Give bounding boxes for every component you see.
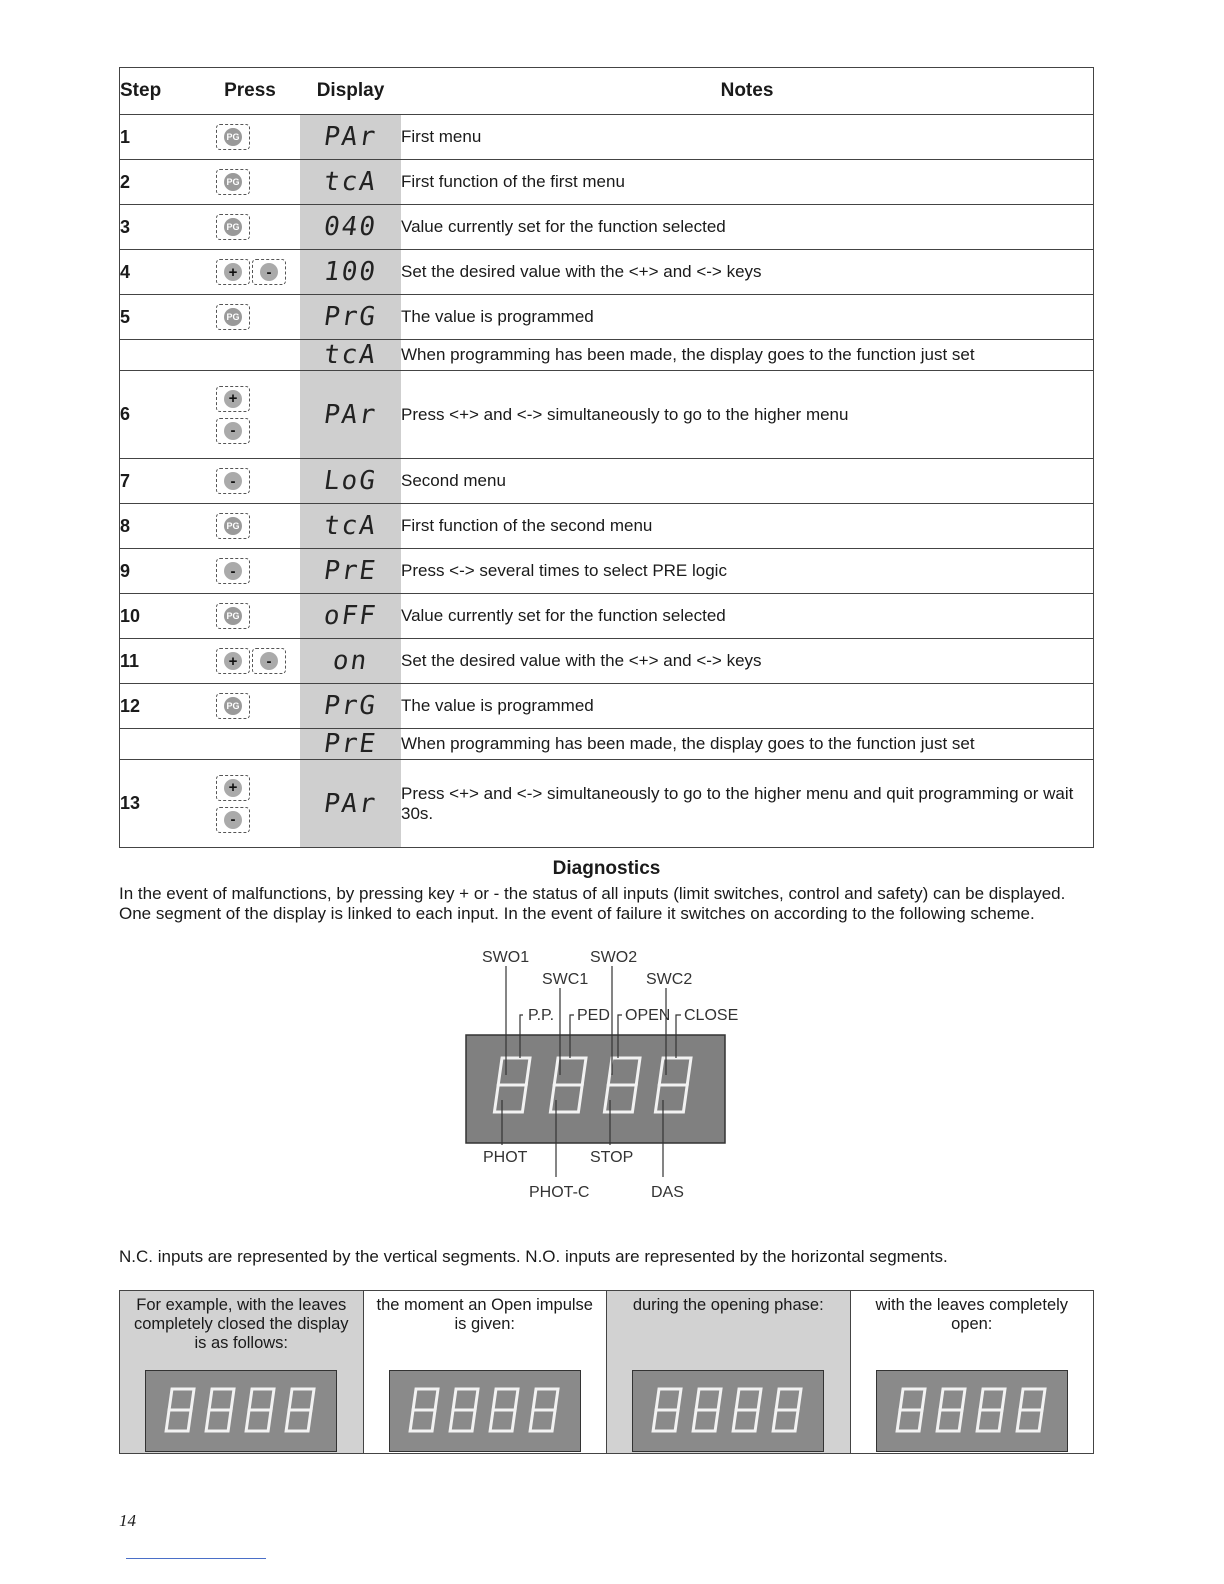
examples-table <box>119 1290 1094 1454</box>
mini-digit <box>977 1389 1005 1431</box>
press-keys <box>200 594 300 639</box>
minus-key-icon <box>216 807 250 833</box>
display-readout <box>300 549 401 594</box>
press-keys <box>200 160 300 205</box>
step-number <box>120 340 201 371</box>
mini-digit-segment <box>209 1389 234 1410</box>
mini-digits <box>146 1371 336 1451</box>
step-number <box>120 729 201 760</box>
label-ped: PED <box>577 1007 610 1024</box>
label-swo1: SWO1 <box>482 949 530 966</box>
header-press: Press <box>200 68 300 115</box>
step-number: 5 <box>120 295 201 340</box>
display-readout <box>300 340 401 371</box>
header-notes: Notes <box>401 68 1094 115</box>
step-note: Value currently set for the function selected <box>401 205 1094 250</box>
key-label: PG <box>224 218 242 236</box>
mini-digit-segment <box>286 1410 311 1431</box>
step-number: 12 <box>120 684 201 729</box>
footer-rule <box>126 1558 266 1559</box>
mini-digit-segment <box>977 1410 1002 1431</box>
plus-key-icon <box>216 259 250 285</box>
mini-digit-segment <box>490 1410 515 1431</box>
pg-key-icon <box>216 124 250 150</box>
display-readout <box>300 205 401 250</box>
minus-key-icon <box>252 648 286 674</box>
mini-digit <box>530 1389 558 1431</box>
step-number: 11 <box>120 639 201 684</box>
pg-key-icon <box>216 513 250 539</box>
table-row <box>120 760 1094 848</box>
mini-digit <box>733 1389 761 1431</box>
key-label: - <box>224 422 242 440</box>
minus-key-icon <box>216 558 250 584</box>
key-label: PG <box>224 517 242 535</box>
pg-key-icon <box>216 169 250 195</box>
display-readout <box>300 160 401 205</box>
press-keys <box>200 371 300 459</box>
mini-digit-segment <box>493 1389 518 1410</box>
press-keys <box>200 729 300 760</box>
table-row <box>120 459 1094 504</box>
display-readout <box>300 639 401 684</box>
step-note: Press <+> and <-> simultaneously to go to the higher menu <box>401 371 1094 459</box>
mini-digit-segment <box>653 1410 678 1431</box>
example-caption: during the opening phase: <box>632 1296 824 1314</box>
mini-digit-segment <box>453 1389 478 1410</box>
display-value: PrE <box>321 729 380 759</box>
plus-key-icon <box>216 386 250 412</box>
step-number: 2 <box>120 160 201 205</box>
key-label: PG <box>224 308 242 326</box>
label-phot: PHOT <box>483 1149 528 1166</box>
mini-digit-segment <box>450 1410 475 1431</box>
mini-digit-segment <box>533 1389 558 1410</box>
mini-digit-segment <box>289 1389 314 1410</box>
diagnostics-intro: In the event of malfunctions, by pressing key + or - the status of all inputs (limit switches, control and safety) can be displayed. One segment of the display is linked to each input. In the event of failure it switches on according to the following scheme. <box>119 884 1066 923</box>
table-row <box>120 549 1094 594</box>
step-note: Value currently set for the function selected <box>401 594 1094 639</box>
step-note: Set the desired value with the <+> and <-> keys <box>401 639 1094 684</box>
display-value: oFF <box>321 601 380 631</box>
table-row <box>120 729 1094 760</box>
mini-digit <box>450 1389 478 1431</box>
mini-digit-segment <box>937 1410 962 1431</box>
display-value: PrG <box>321 691 380 721</box>
press-keys <box>200 295 300 340</box>
mini-digit <box>166 1389 194 1431</box>
mini-digit-segment <box>733 1410 758 1431</box>
press-keys <box>200 250 300 295</box>
mini-digit-segment <box>1017 1410 1042 1431</box>
display-value: PAr <box>321 399 380 430</box>
step-number: 7 <box>120 459 201 504</box>
label-swo2: SWO2 <box>590 949 638 966</box>
step-note: When programming has been made, the display goes to the function just set <box>401 340 1094 371</box>
press-keys <box>200 760 300 848</box>
display-value: tcA <box>321 340 380 370</box>
mini-digits <box>877 1371 1067 1451</box>
minus-key-icon <box>216 418 250 444</box>
mini-digit <box>206 1389 234 1431</box>
press-keys <box>200 549 300 594</box>
table-row <box>120 250 1094 295</box>
key-label: + <box>224 779 242 797</box>
display-readout <box>300 594 401 639</box>
example-caption: For example, with the leaves completely closed the display is as follows: <box>133 1296 349 1352</box>
pg-key-icon <box>216 693 250 719</box>
mini-digit-segment <box>410 1410 435 1431</box>
display-readout <box>300 684 401 729</box>
display-value: PrE <box>321 556 380 586</box>
press-keys <box>200 115 300 160</box>
header-step: Step <box>120 68 201 115</box>
display-value: PrG <box>321 302 380 332</box>
diagnostics-title: Diagnostics <box>552 858 661 879</box>
header-display: Display <box>300 68 401 115</box>
mini-digits <box>390 1371 580 1451</box>
table-row <box>120 115 1094 160</box>
label-close: CLOSE <box>684 1007 739 1024</box>
mini-digit <box>1017 1389 1045 1431</box>
mini-digit-segment <box>206 1410 231 1431</box>
label-pp: P.P. <box>528 1007 555 1024</box>
table-row <box>120 684 1094 729</box>
table-header-row <box>120 68 1094 115</box>
mini-digit-segment <box>696 1389 721 1410</box>
segments-note: N.C. inputs are represented by the vertical segments. N.O. inputs are represented by the horizontal segments. <box>119 1247 948 1266</box>
mini-digit-segment <box>249 1389 274 1410</box>
display-value: tcA <box>321 511 380 541</box>
plus-key-icon <box>216 775 250 801</box>
example-display <box>876 1370 1068 1452</box>
key-label: + <box>224 652 242 670</box>
table-row <box>120 594 1094 639</box>
step-note: First menu <box>401 115 1094 160</box>
step-number: 6 <box>120 371 201 459</box>
minus-key-icon <box>216 468 250 494</box>
table-row <box>120 504 1094 549</box>
mini-digit-segment <box>773 1410 798 1431</box>
programming-steps-table <box>119 67 1094 848</box>
mini-digit <box>897 1389 925 1431</box>
mini-digit-segment <box>776 1389 801 1410</box>
display-value: LoG <box>321 466 380 496</box>
key-label: - <box>260 263 278 281</box>
table-row <box>120 340 1094 371</box>
mini-digit <box>653 1389 681 1431</box>
label-phot-c: PHOT-C <box>529 1184 590 1201</box>
step-number: 10 <box>120 594 201 639</box>
label-open: OPEN <box>625 1007 671 1024</box>
label-swc1: SWC1 <box>542 971 589 988</box>
table-row <box>120 205 1094 250</box>
mini-digit-segment <box>900 1389 925 1410</box>
page-number: 14 <box>119 1511 136 1530</box>
table-row <box>120 160 1094 205</box>
pg-key-icon <box>216 304 250 330</box>
display-value: PAr <box>321 788 380 819</box>
press-keys <box>200 639 300 684</box>
mini-digit <box>693 1389 721 1431</box>
mini-digit-segment <box>1020 1389 1045 1410</box>
mini-digit-segment <box>980 1389 1005 1410</box>
display-readout <box>300 371 401 459</box>
step-note: The value is programmed <box>401 684 1094 729</box>
key-label: - <box>260 652 278 670</box>
table-row <box>120 639 1094 684</box>
mini-digit <box>773 1389 801 1431</box>
display-readout <box>300 115 401 160</box>
step-note: Set the desired value with the <+> and <-> keys <box>401 250 1094 295</box>
mini-digit-segment <box>530 1410 555 1431</box>
step-note: Press <-> several times to select PRE logic <box>401 549 1094 594</box>
table-row <box>120 295 1094 340</box>
mini-digit-segment <box>693 1410 718 1431</box>
mini-digits <box>633 1371 823 1451</box>
example-display <box>145 1370 337 1452</box>
step-note: The value is programmed <box>401 295 1094 340</box>
step-number: 1 <box>120 115 201 160</box>
mini-digit <box>490 1389 518 1431</box>
plus-key-icon <box>216 648 250 674</box>
mini-digit <box>410 1389 438 1431</box>
display-value: 040 <box>321 212 380 242</box>
key-label: - <box>224 811 242 829</box>
step-number: 3 <box>120 205 201 250</box>
key-label: + <box>224 263 242 281</box>
display-value: tcA <box>321 167 380 197</box>
key-label: PG <box>224 173 242 191</box>
press-keys <box>200 205 300 250</box>
example-closed <box>120 1291 364 1454</box>
mini-digit <box>246 1389 274 1431</box>
pg-key-icon <box>216 603 250 629</box>
label-stop: STOP <box>590 1149 634 1166</box>
mini-digit-segment <box>413 1389 438 1410</box>
example-opening <box>607 1291 851 1454</box>
example-caption: the moment an Open impulse is given: <box>376 1296 593 1333</box>
table-row <box>120 371 1094 459</box>
key-label: - <box>224 472 242 490</box>
press-keys <box>200 340 300 371</box>
display-value: 100 <box>321 257 380 287</box>
example-display <box>632 1370 824 1452</box>
example-open <box>850 1291 1094 1454</box>
step-note: First function of the first menu <box>401 160 1094 205</box>
mini-digit <box>937 1389 965 1431</box>
example-open-impulse <box>363 1291 607 1454</box>
press-keys <box>200 684 300 729</box>
step-number: 8 <box>120 504 201 549</box>
step-number: 4 <box>120 250 201 295</box>
diagnostics-display-diagram <box>466 940 766 1210</box>
display-value: on <box>330 646 371 676</box>
step-number: 13 <box>120 760 201 848</box>
step-note: Second menu <box>401 459 1094 504</box>
display-value: PAr <box>321 122 380 152</box>
minus-key-icon <box>252 259 286 285</box>
display-readout <box>300 295 401 340</box>
mini-digit-segment <box>246 1410 271 1431</box>
display-readout <box>300 729 401 760</box>
example-display <box>389 1370 581 1452</box>
key-label: PG <box>224 607 242 625</box>
mini-digit-segment <box>940 1389 965 1410</box>
key-label: PG <box>224 697 242 715</box>
pg-key-icon <box>216 214 250 240</box>
mini-digit-segment <box>736 1389 761 1410</box>
display-readout <box>300 504 401 549</box>
mini-digit-segment <box>897 1410 922 1431</box>
key-label: - <box>224 562 242 580</box>
example-caption: with the leaves completely open: <box>875 1296 1069 1333</box>
step-note: When programming has been made, the display goes to the function just set <box>401 729 1094 760</box>
step-number: 9 <box>120 549 201 594</box>
display-readout <box>300 760 401 848</box>
key-label: + <box>224 390 242 408</box>
mini-digit-segment <box>169 1389 194 1410</box>
mini-digit-segment <box>656 1389 681 1410</box>
step-note: Press <+> and <-> simultaneously to go to the higher menu and quit programming or wait 30s. <box>401 760 1094 848</box>
press-keys <box>200 504 300 549</box>
step-note: First function of the second menu <box>401 504 1094 549</box>
key-label: PG <box>224 128 242 146</box>
label-das: DAS <box>651 1184 684 1201</box>
mini-digit <box>286 1389 314 1431</box>
display-readout <box>300 250 401 295</box>
label-swc2: SWC2 <box>646 971 693 988</box>
display-readout <box>300 459 401 504</box>
press-keys <box>200 459 300 504</box>
mini-digit-segment <box>166 1410 191 1431</box>
